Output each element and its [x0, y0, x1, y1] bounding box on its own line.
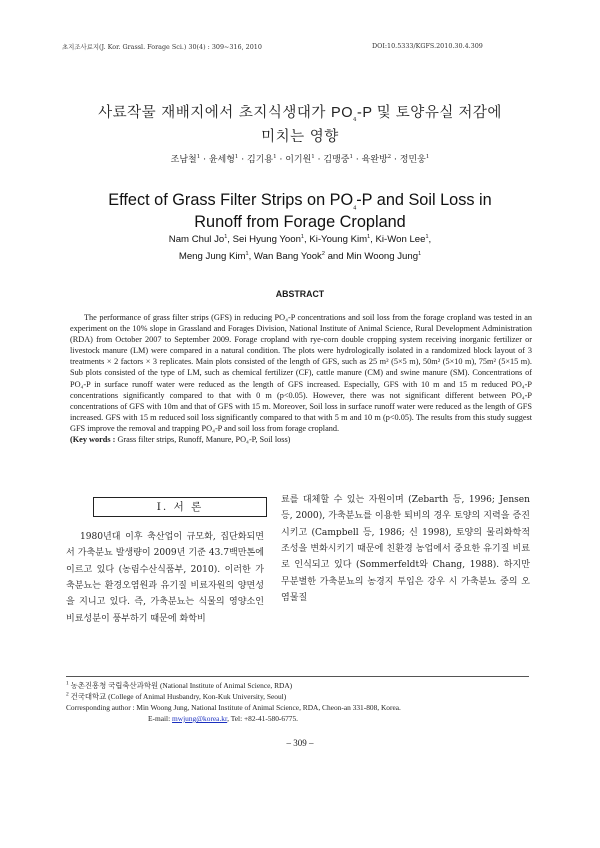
- author-korean: [285, 155, 315, 165]
- author-english: [376, 234, 429, 245]
- keywords-label: (Key words :: [70, 435, 116, 445]
- doi: DOI:10.5333/KGFS.2010.30.4.309: [372, 42, 483, 50]
- affiliation-mark: 1: [349, 154, 353, 160]
- intro-paragraph-left: 1980년대 이후 축산업이 규모화, 집단화되면서 가축분뇨 발생량이 2009년 기준 43.7백만톤에 이르고 있다 (농림수산식품부, 2010). 이러한 가축분뇨는 환경오염원과 유기질 비료자원의 양면성을 지니고 있다. 즉, 가축분뇨는 식물의 영양소인 비료성분이 풍부하기 때문에 화학비: [66, 532, 264, 624]
- author-english: [309, 234, 370, 245]
- author-english: [179, 251, 249, 262]
- affiliation-mark: 1: [425, 154, 430, 160]
- author-name: Ki-Young Kim: [309, 234, 368, 245]
- author-english: [254, 251, 325, 262]
- body-column-right: [281, 492, 530, 606]
- affiliation-mark: 1: [234, 154, 239, 160]
- author-name: Ki-Won Lee: [375, 234, 426, 245]
- title-korean-line2: 미치는 영향: [261, 129, 339, 145]
- email-link[interactable]: mwjung@korea.kr: [172, 714, 228, 723]
- authors-english-line1: Nam Chul Jo$^1$, Sei Hyung Yoon$^1$, Ki-Young Kim$^1$, Ki-Won Lee$^1$,: [168, 233, 432, 245]
- authors-korean: 조남철$^1$ · 윤세형$^1$ · 김기용$^1$ · 이기원$^1$ · 김맹중$^1$ · 육완방$^2$ · 정민웅$^1$: [170, 154, 430, 165]
- affiliation-mark: 1: [224, 233, 228, 240]
- author-english: [169, 234, 228, 245]
- affiliation-mark: 1: [367, 233, 371, 240]
- affiliation-mark: 2: [321, 250, 325, 257]
- author-korean: [171, 155, 201, 165]
- author-name: Sei Hyung Yoon: [232, 234, 301, 245]
- affiliation-mark: 1: [418, 250, 422, 257]
- author-english: [233, 234, 304, 245]
- author-name: 윤세형: [208, 155, 235, 165]
- footnote-divider: [66, 676, 529, 677]
- abstract: [70, 312, 532, 445]
- author-korean: [400, 155, 430, 165]
- corresponding-author: Corresponding author : Min Woong Jung, National Institute of Animal Science, RDA, Cheon-an 331-808, Korea.: [66, 703, 401, 712]
- authors-english-line2: Meng Jung Kim$^1$, Wan Bang Yook$^2$ and Min Woong Jung$^1$: [178, 250, 422, 262]
- author-english: [346, 251, 421, 262]
- title-english-line2: Runoff from Forage Cropland: [194, 213, 406, 231]
- keywords: [70, 434, 532, 445]
- author-name: 정민웅: [399, 155, 426, 165]
- contact-line: E-mail: mwjung@korea.kr, Tel: +82-41-580-6775.: [148, 714, 299, 723]
- author-name: Min Woong Jung: [346, 251, 419, 262]
- author-name: 이기원: [285, 155, 312, 165]
- title-korean-line1: 사료작물 재배지에서 초지식생대가 $PO_4-P$ 및 토양유실 저감에: [98, 105, 502, 123]
- footnote-1: $^1$ 농촌진흥청 국립축산과학원 (National Institute of Animal Science, RDA): [66, 680, 293, 690]
- footnote-2: $^2$ 건국대학교 (College of Animal Husbandry, Kon-Kuk University, Seoul): [66, 691, 287, 701]
- author-name: 김기용: [247, 155, 274, 165]
- author-korean: [362, 155, 392, 165]
- section-heading-introduction: Ⅰ. 서 론: [93, 497, 267, 517]
- author-name: 육완방: [361, 155, 388, 165]
- author-korean: [323, 155, 353, 165]
- author-name: Nam Chul Jo: [168, 234, 225, 245]
- affiliation-mark: 1: [425, 233, 429, 240]
- title-english-line1: Effect of Grass Filter Strips on $PO_4-P$ and Soil Loss in: [108, 191, 492, 212]
- journal-citation: 초지조사료지(J. Kor. Grassl. Forage Sci.) 30(4) : 309~316, 2010: [62, 43, 262, 51]
- author-name: 조남철: [170, 155, 197, 165]
- affiliation-mark: 2: [387, 154, 392, 160]
- abstract-body: The performance of grass filter strips (GFS) in reducing PO₄-P concentrations and soil loss from the forage cropland was tested in an experiment on the 10% slope in Grassland and Forages Division, National Institute of Animal Science, Rural Development Administration (RDA) from October 2007 to September 2009. Forage cropland with rye-corn double cropping system receiving inorganic fertilizer or livestock manure (LM) were compared in a natural condition. The plots were hydrologically isolated in a randomized block layout of 3 treatments × 2 factors × 3 replicates. Main plots consisted of the length of GFS, such as 25 m² (5×5 m), 50m² (5×10 m), 75m² (5×15 m). Sub plots consisted of the type of LM, such as chemical fertilizer (CF), cattle manure (CM) and swine manure (SM). Concentrations of PO₄-P in surface runoff water were reduced as the length of GFS increased. Especially, GFS with 10 m and 15 m reduced PO₄-P concentrations significantly compared to that with 0 m (p<0.05). However, there was not significant different between PO₄-P concentrations of GFS with 10m and that of GFS with 15 m. Moreover, Soil loss in surface runoff water were reduced as the length of GFS increased. GFS with 15 m reduced soil loss significantly compared to that with 5 m and 10 m (p<0.05). The results from this study suggest GFS improve the removal and trapping PO₄-P and soil loss from forage cropland.: [70, 313, 532, 433]
- affiliation-mark: 1: [311, 154, 315, 160]
- author-korean: [247, 155, 277, 165]
- abstract-heading: ABSTRACT: [275, 289, 325, 299]
- author-korean: [209, 155, 239, 165]
- author-name: Meng Jung Kim: [178, 251, 246, 262]
- affiliation-mark: 1: [245, 250, 249, 257]
- page-number: – 309 –: [286, 738, 314, 748]
- keywords-list: Grass filter strips, Runoff, Manure, PO₄-P, Soil loss): [115, 435, 291, 445]
- affiliation-mark: 1: [196, 154, 201, 160]
- affiliation-mark: 1: [273, 154, 277, 160]
- author-name: Wan Bang Yook: [253, 251, 322, 262]
- affiliation-mark: 1: [300, 233, 304, 240]
- intro-paragraph-right: 료를 대체할 수 있는 자원이며 (Zebarth 등, 1996; Jensen 등, 2000), 가축분뇨를 이용한 퇴비의 경우 토양의 지력을 증진시키고 (Campbell 등, 1986; 신 1998), 토양의 물리화학적 조성을 변화시키기 때문에 친환경 농업에서 중요한 유기질 비료로 인식되고 있다 (Sommerfeldt와 Chang, 1988). 하지만 무분별한 가축분뇨의 농경지 투입은 강우 시 가축분뇨 중의 오염물질: [281, 495, 530, 604]
- body-column-left: [66, 529, 264, 627]
- author-name: 김맹중: [323, 155, 350, 165]
